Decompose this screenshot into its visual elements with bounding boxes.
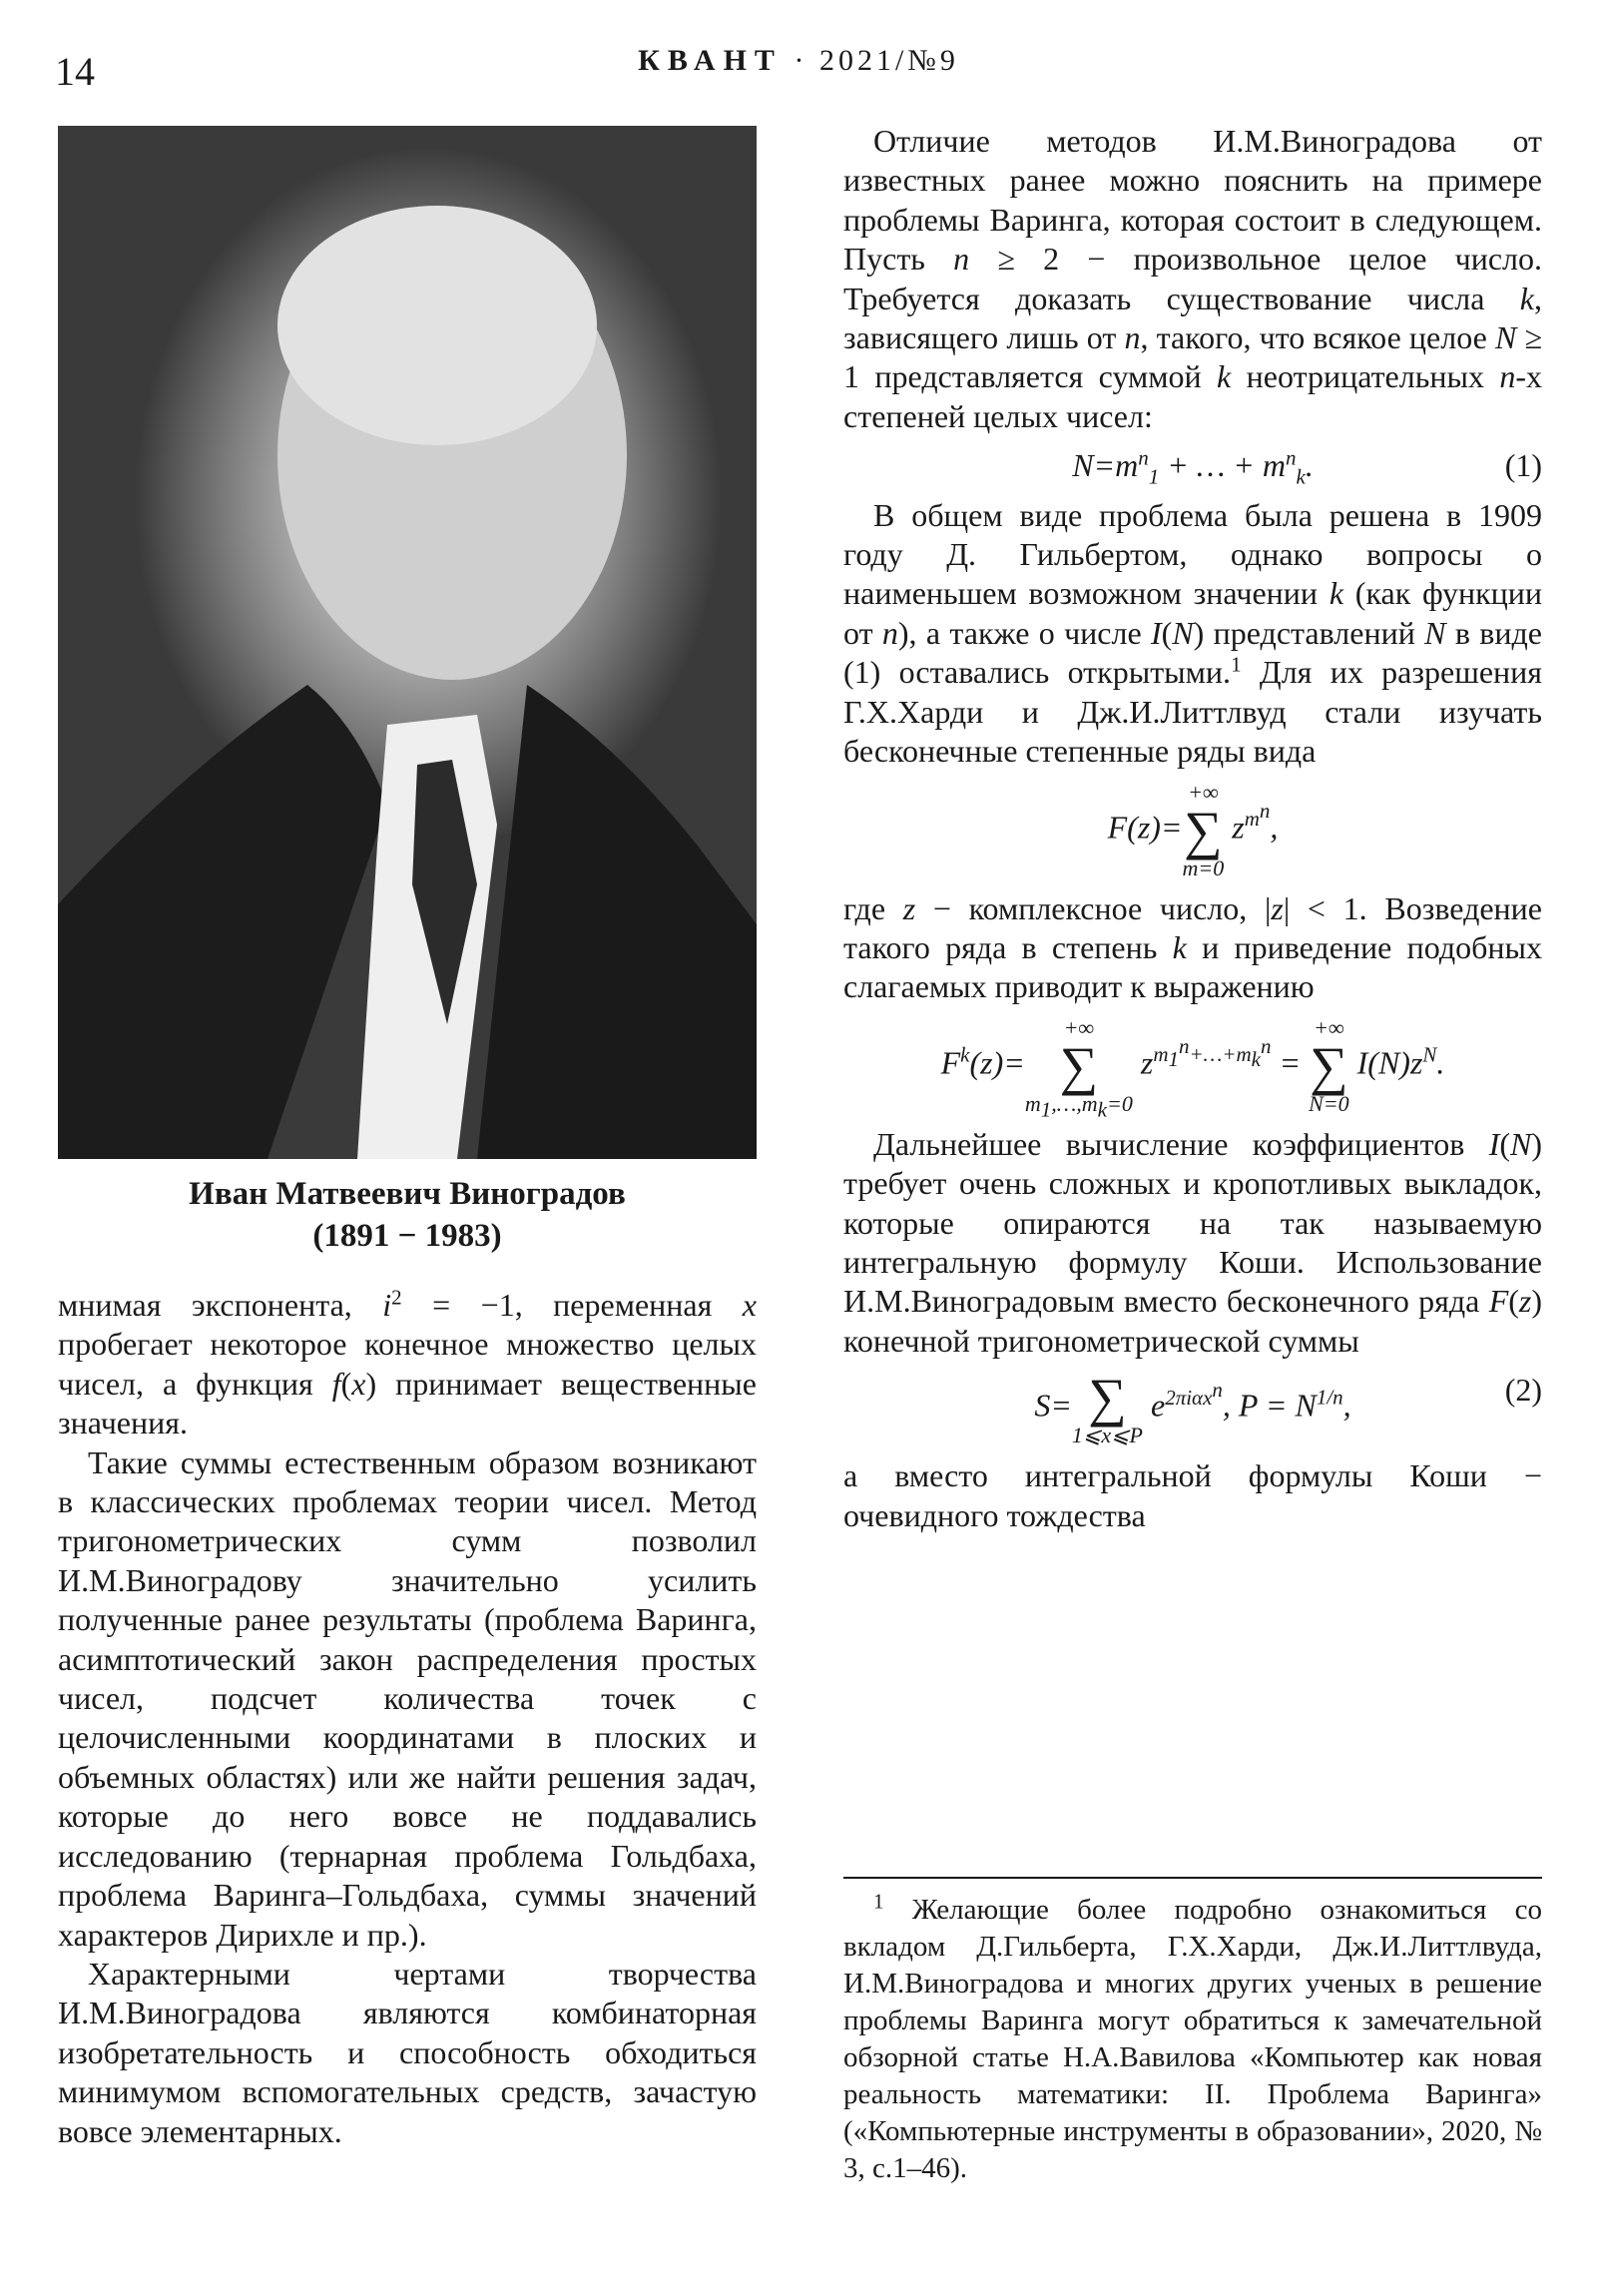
right-paragraph-5: а вместо интегральной формулы Коши − очевидного тождества [843,1457,1542,1533]
sum-symbol: +∞ ∑ N=0 [1309,1014,1349,1116]
portrait-drawing [58,126,757,1159]
header-separator: · [794,44,819,77]
footnote-ref[interactable]: 1 [1231,652,1242,677]
sum-symbol: +∞ ∑ $m_1,\dots,m_k=0$ [1024,1014,1133,1122]
left-paragraph-1: мнимая экспонента, $i^2 = -1$, переменная x пробегает некоторое конечное множество целых чисел, а функция f(x) принимает вещественные значения. [58,1285,758,1441]
jacket-left [58,685,387,1159]
right-paragraph-4: Дальнейшее вычисление коэффициентов I(N) требует очень сложных и кропотливых выкладок, которые опираются на так называемую интегральную формулу Коши. Использование И.М.Виноградовым вместо бесконечного ряда F(z) конечной тригонометрической суммы [843,1125,1542,1359]
footnote [843,1889,1542,2187]
equation-1-number: (1) [1504,447,1542,484]
issue-number: 2021/№9 [818,44,959,77]
equation-2: S= ∑ 1⩽x⩽P $e^{2\pi i\alpha x^n}$, $P = N^{1/n}$, (2) [1034,1368,1542,1448]
equation-1: $N=m^n_1$ + … + $m^n_k$. (1) [1072,445,1542,489]
sum-symbol: +∞ ∑ m=0 [1182,779,1225,880]
sum-symbol: ∑ 1⩽x⩽P [1071,1368,1143,1448]
left-paragraph-3: Характерными чертами творчества И.М.Виноградова являются комбинаторная изобретательность и способность обходиться минимумом вспомогательных средств, зачастую вовсе элементарных. [58,1955,757,2149]
scalp-highlight [277,206,597,445]
left-paragraph-2: Такие суммы естественным образом возникают в классических проблемах теории чисел. Метод тригонометрических сумм позволил И.М.Виноградову значительно усилить полученные ранее результаты (проблема Варинга, асимптотический закон распределения простых чисел, подсчет количества точек с целочисленными координатами в плоских и объемных областях) или же найти решения задач, которые до него вовсе не поддавались исследованию (тернарная проблема Гольдбаха, проблема Варинга–Гольдбаха, суммы значений характеров Дирихле и пр.). [58,1443,757,1953]
footnote-text: Желающие более подробно ознакомиться со вкладом Д.Гильберта, Г.Х.Харди, Дж.И.Литтлвуда, И.М.Виноградова и многих других ученых в решение проблемы Варинга могут обратиться к замечательной обзорной статье Н.А.Вавилова «Компьютер как новая реальность математики: II. Проблема Варинга» («Компьютерные инструменты в образовании», 2020, № 3, с.1–46). [843,1894,1542,2184]
footnote-marker: 1 [873,1889,884,1914]
caption-years: (1891 − 1983) [312,1218,502,1254]
right-paragraph-3: где z − комплексное число, |z| < 1. Возведение такого ряда в степень k и приведение подобных слагаемых приводит к выражению [843,889,1543,1005]
right-column [843,122,1542,1535]
photo-caption [58,1173,757,1257]
left-column [58,1286,757,2151]
footnote-divider [843,1877,1542,1879]
right-paragraph-1: Отличие методов И.М.Виноградова от известных ранее можно пояснить на примере проблемы Варинга, которая состоит в следующем. Пусть n ≥ 2 − произвольное целое число. Требуется доказать существование числа k, зависящего лишь от n, такого, что всякое целое N ≥ 1 представляется суммой k неотрицательных n-х степеней целых чисел: [843,123,1543,434]
equation-generating-series: F(z)= +∞ ∑ m=0 $z^{m^n}$, [1107,779,1279,880]
portrait-photo [58,126,757,1159]
running-header [0,44,1597,78]
page-number: 14 [55,49,95,94]
equation-power-series: $F^k(z)=$ +∞ ∑ $m_1,\dots,m_k=0$ $z^{m_1^n+\dots+m_k^n}$ = +∞ ∑ N=0 $I(N)z^N$. [940,1014,1445,1122]
jacket-right [477,685,757,1159]
right-paragraph-2: В общем виде проблема была решена в 1909 году Д. Гильбертом, однако вопросы о наименьшем возможном значении k (как функции от n), а также о числе I(N) представлений N в виде (1) оставались открытыми.$^1$ Для их разрешения Г.Х.Харди и Дж.И.Литтлвуд стали изучать бесконечные степенные ряды вида [843,496,1543,770]
journal-name: КВАНТ [638,44,783,77]
equation-2-number: (2) [1504,1372,1542,1409]
caption-name: Иван Матвеевич Виноградов [189,1176,626,1212]
